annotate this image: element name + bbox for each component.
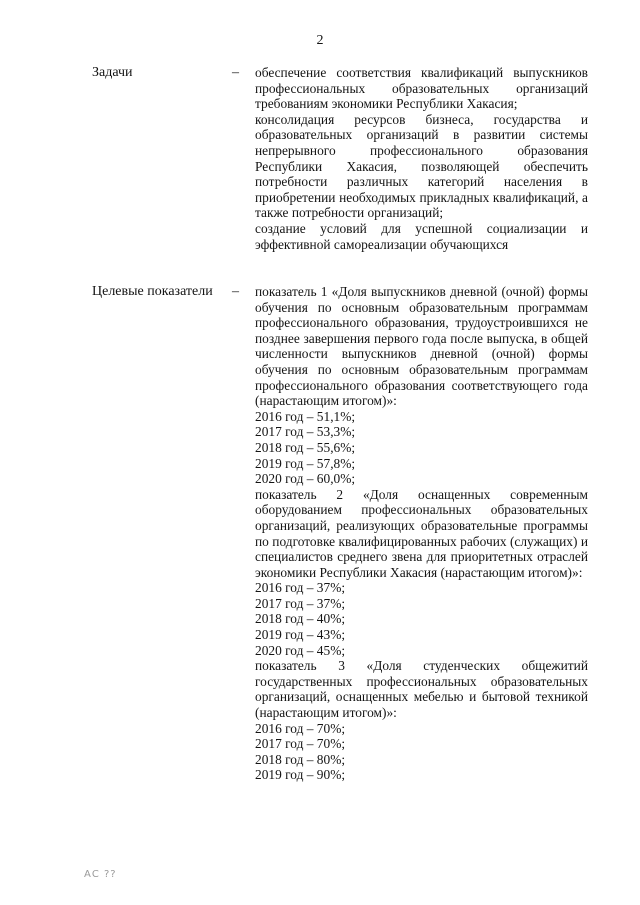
indicator-value: 2017 год – 37%; <box>255 595 346 611</box>
indicators-label: Целевые показатели <box>92 284 213 299</box>
task-item: обеспечение соответствия квалификаций выпускников профессиональных образовательных организаций требованиям экономики Республики Хакасия; <box>255 65 588 112</box>
indicator-2 <box>255 487 588 659</box>
tasks-content <box>255 65 588 252</box>
indicator-value: 2020 год – 60,0%; <box>255 471 356 487</box>
indicator-1 <box>255 284 588 487</box>
tasks-dash: – <box>232 65 239 80</box>
indicator-value: 2019 год – 57,8%; <box>255 455 356 471</box>
indicator-value: 2018 год – 40%; <box>255 611 346 627</box>
indicator-value: 2019 год – 90%; <box>255 767 346 783</box>
footer-mark: АС ?? <box>84 869 117 880</box>
task-item: консолидация ресурсов бизнеса, государства и образовательных организаций в развитии системы непрерывного профессионального образования Республики Хакасия, позволяющей обеспечить потребности различных категорий населения в приобретении необходимых прикладных квалификаций, а также потребности организаций; <box>255 111 588 221</box>
indicator-description: показатель 2 «Доля оснащенных современным оборудованием профессиональных образовательных организаций, реализующих образовательные программы по подготовке квалифицированных рабочих (служащих) и специалистов среднего звена для приоритетных отраслей экономики Республики Хакасия (нарастающим итогом)»: <box>255 486 588 580</box>
indicator-description: показатель 3 «Доля студенческих общежитий государственных профессиональных образовательных организаций, оснащенных мебелью и бытовой техникой (нарастающим итогом)»: <box>255 658 588 721</box>
indicator-value: 2019 год – 43%; <box>255 627 346 643</box>
indicator-value: 2016 год – 37%; <box>255 580 346 596</box>
indicators-dash: – <box>232 284 239 299</box>
indicator-value: 2020 год – 45%; <box>255 642 346 658</box>
page-number: 2 <box>316 33 324 48</box>
indicator-3 <box>255 658 588 783</box>
indicator-value: 2017 год – 53,3%; <box>255 424 356 440</box>
indicator-value: 2016 год – 70%; <box>255 720 346 736</box>
task-item: создание условий для успешной социализации и эффективной самореализации обучающихся <box>255 220 588 252</box>
indicator-value: 2016 год – 51,1%; <box>255 408 356 424</box>
indicator-value: 2018 год – 80%; <box>255 751 346 767</box>
indicator-value: 2017 год – 70%; <box>255 736 346 752</box>
tasks-label: Задачи <box>92 65 133 80</box>
indicators-content <box>255 284 588 783</box>
indicator-value: 2018 год – 55,6%; <box>255 439 356 455</box>
indicator-description: показатель 1 «Доля выпускников дневной (очной) формы обучения по основным образовательным программам профессионального образования, трудоустроившихся не позднее завершения первого года после выпуска, в общей численности выпускников дневной (очной) формы обучения по основным образовательным программам профессионального образования соответствующего года (нарастающим итогом)»: <box>255 284 588 409</box>
